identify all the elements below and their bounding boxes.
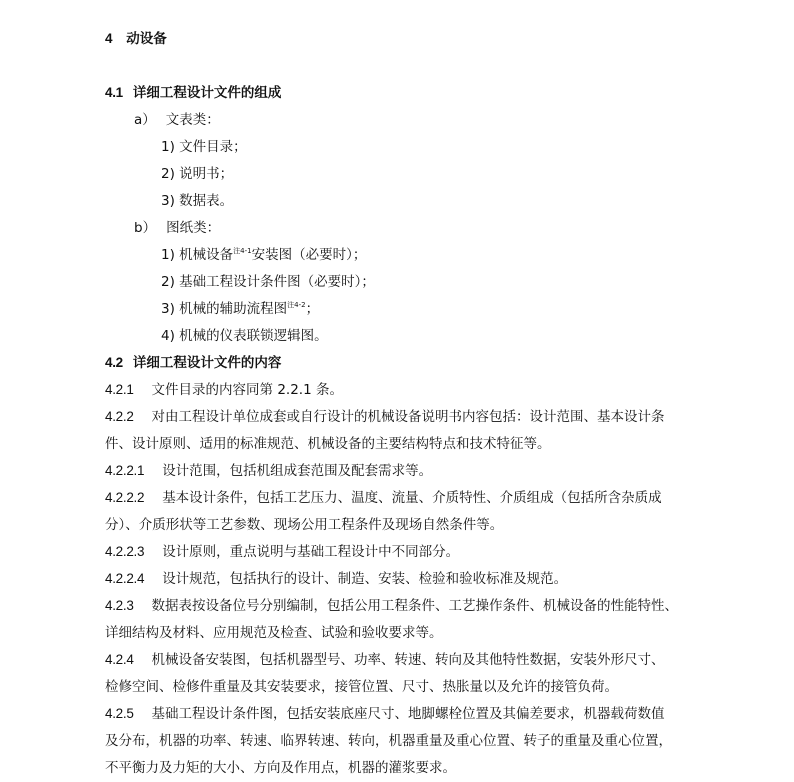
clause-4-2-2-4: 4.2.2.4 设计规范，包括执行的设计、制造、安装、检验和验收标准及规范。 xyxy=(105,571,568,587)
clause-continuation: 件、设计原则、适用的标准规范、机械设备的主要结构特点和技术特征等。 xyxy=(105,436,551,452)
clause-4-2-2: 4.2.2 对由工程设计单位成套或自行设计的机械设备说明书内容包括：设计范围、基本设计条 xyxy=(105,409,665,425)
clause-continuation: 检修空间、检修件重量及其安装要求，接管位置、尺寸、热胀量以及允许的接管负荷。 xyxy=(105,679,618,695)
list-item: 3) 机械的辅助流程图$^{注4-2}$； xyxy=(161,301,320,317)
chapter-title: 动设备 xyxy=(126,31,167,47)
list-label: b） xyxy=(134,220,157,236)
list-item: 1) 机械设备$^{注4-1}$安装图（必要时）； xyxy=(161,247,367,263)
clause-number: 4.2.2.3 xyxy=(105,544,145,559)
footnote-ref: 注4-1 xyxy=(233,247,252,255)
clause-4-2-1: 4.2.1 文件目录的内容同第 2.2.1 条。 xyxy=(105,382,343,398)
list-title: 文表类： xyxy=(165,112,220,128)
clause-4-2-3: 4.2.3 数据表按设备位号分别编制，包括公用工程条件、工艺操作条件、机械设备的性能特性、 xyxy=(105,598,679,614)
list-item: 1) 文件目录； xyxy=(161,139,247,155)
list-a-heading xyxy=(134,111,220,129)
list-item: 2) 说明书； xyxy=(161,166,234,182)
clause-4-2-2-2: 4.2.2.2 基本设计条件，包括工艺压力、温度、流量、介质特性、介质组成（包括所含杂质成 xyxy=(105,490,662,506)
section-number: 4.2 xyxy=(105,355,123,370)
clause-4-2-5: 4.2.5 基础工程设计条件图，包括安装底座尺寸、地脚螺栓位置及其偏差要求，机器载荷数值 xyxy=(105,706,665,722)
section-4-2-heading xyxy=(105,354,281,372)
clause-4-2-2-3: 4.2.2.3 设计原则，重点说明与基础工程设计中不同部分。 xyxy=(105,544,460,560)
clause-continuation: 分）、介质形状等工艺参数、现场公用工程条件及现场自然条件等。 xyxy=(105,517,504,533)
clause-number: 4.2.4 xyxy=(105,652,134,667)
clause-number: 4.2.2.4 xyxy=(105,571,145,586)
chapter-heading xyxy=(105,30,167,48)
clause-continuation: 详细结构及材料、应用规范及检查、试验和验收要求等。 xyxy=(105,625,443,641)
clause-number: 4.2.2.2 xyxy=(105,490,145,505)
section-title: 详细工程设计文件的组成 xyxy=(132,85,282,101)
list-label: a） xyxy=(134,112,156,128)
footnote-ref: 注4-2 xyxy=(287,301,306,309)
section-4-1-heading xyxy=(105,84,281,102)
list-item: 4) 机械的仪表联锁逻辑图。 xyxy=(161,328,328,344)
section-title: 详细工程设计文件的内容 xyxy=(132,355,282,371)
chapter-number: 4 xyxy=(105,31,113,46)
list-item: 3) 数据表。 xyxy=(161,193,234,209)
clause-continuation: 及分布，机器的功率、转速、临界转速、转向，机器重量及重心位置、转子的重量及重心位置， xyxy=(105,733,672,749)
clause-4-2-2-1: 4.2.2.1 设计范围，包括机组成套范围及配套需求等。 xyxy=(105,463,433,479)
list-title: 图纸类： xyxy=(166,220,221,236)
clause-number: 4.2.2.1 xyxy=(105,463,145,478)
list-b-heading xyxy=(134,219,220,237)
clause-number: 4.2.1 xyxy=(105,382,134,397)
clause-number: 4.2.5 xyxy=(105,706,134,721)
clause-number: 4.2.2 xyxy=(105,409,134,424)
clause-4-2-4: 4.2.4 机械设备安装图，包括机器型号、功率、转速、转向及其他特性数据，安装外形尺寸、 xyxy=(105,652,665,668)
clause-continuation: 不平衡力及力矩的大小、方向及作用点，机器的灌浆要求。 xyxy=(105,760,456,776)
section-number: 4.1 xyxy=(105,85,123,100)
clause-number: 4.2.3 xyxy=(105,598,134,613)
list-item: 2) 基础工程设计条件图（必要时）； xyxy=(161,274,375,290)
